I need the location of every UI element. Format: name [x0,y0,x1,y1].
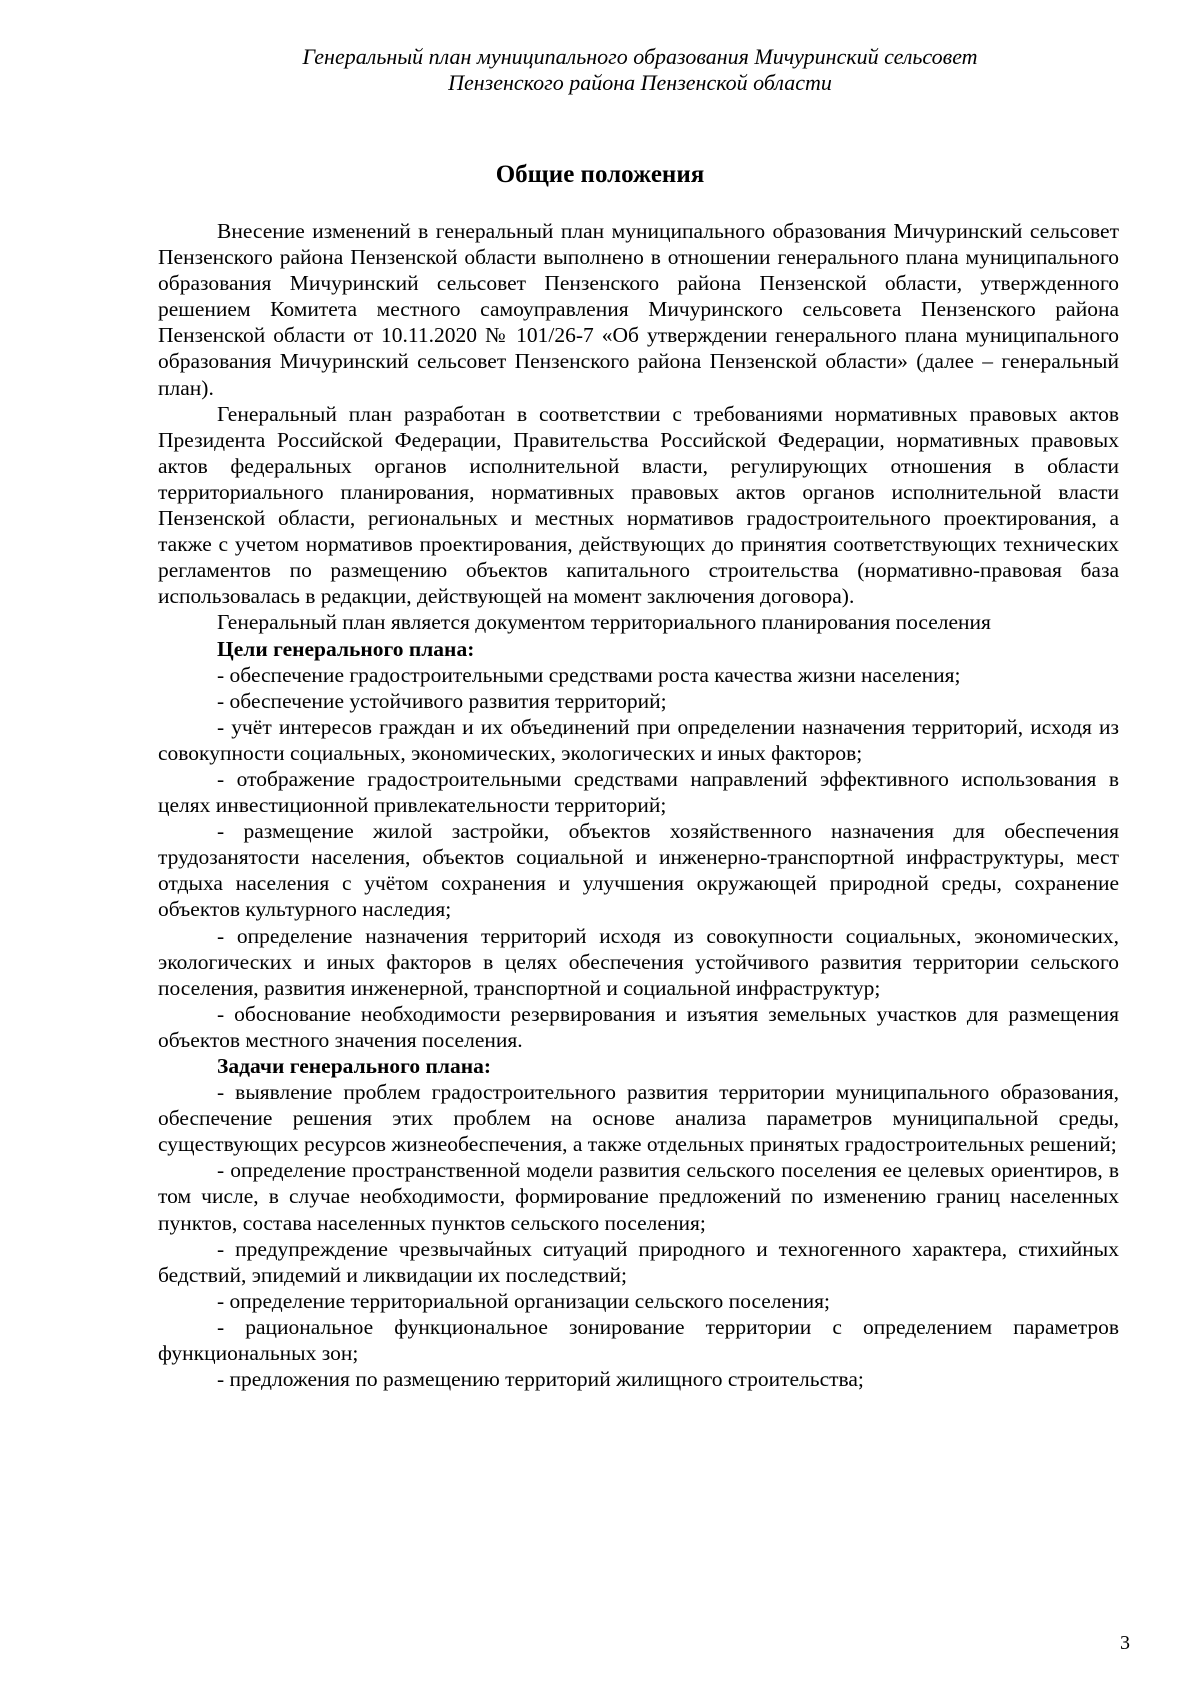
goals-item: - отображение градостроительными средствами направлений эффективного использования в целях инвестиционной привлекательности территорий; [158,766,1119,818]
tasks-item: - определение пространственной модели развития сельского поселения ее целевых ориентиров, в том числе, в случае необходимости, формирование предложений по изменению границ населенных пунктов, состава населенных пунктов сельского поселения; [158,1158,1119,1235]
goals-item: - обеспечение градостроительными средствами роста качества жизни населения; [217,662,961,687]
tasks-heading: Задачи генерального плана: [217,1054,492,1078]
tasks-item: - предложения по размещению территорий жилищного строительства; [217,1367,864,1392]
goals-item: - определение назначения территорий исходя из совокупности социальных, экономических, экологических и иных факторов в целях обеспечения устойчивого развития территории сельского поселения, развития инженерной, транспортной и социальной инфраструктур; [158,923,1119,1000]
goals-item: - обоснование необходимости резервирования и изъятия земельных участков для размещения объектов местного значения поселения. [158,1001,1119,1052]
header-line-2: Пензенского района Пензенской области [448,70,832,95]
goals-heading: Цели генерального плана: [217,636,475,661]
tasks-item: - определение территориальной организации сельского поселения; [217,1288,830,1313]
paragraph-basis: Генеральный план разработан в соответствии с требованиями нормативных правовых актов Президента Российской Федерации, Правительства Российской Федерации, нормативных правовых актов федеральных органов исполнительной власти, регулирующих отношения в области территориального планирования, нормативных правовых актов органов исполнительной власти Пензенской области, региональных и местных нормативов градостроительного проектирования, а также с учетом нормативов проектирования, действующих до принятия соответствующих технических регламентов по размещению объектов капитального строительства (нормативно-правовая база использовалась в редакции, действующей на момент заключения договора). [158,401,1119,609]
tasks-item: - выявление проблем градостроительного развития территории муниципального образования, обеспечение решения этих проблем на основе анализа параметров муниципальной среды, существующих ресурсов жизнеобеспечения, а также отдельных принятых градостроительных решений; [158,1080,1119,1157]
header-line-1: Генеральный план муниципального образования Мичуринский сельсовет [302,44,978,69]
document-body [158,218,1119,1392]
paragraph-definition: Генеральный план является документом территориального планирования поселения [217,610,991,635]
section-title: Общие положения [495,161,705,188]
running-header [0,44,1200,96]
goals-item: - учёт интересов граждан и их объединений при определении назначения территорий, исходя из совокупности социальных, экономических, экологических и иных факторов; [158,714,1119,765]
goals-item: - обеспечение устойчивого развития территорий; [217,688,667,713]
tasks-item: - рациональное функциональное зонирование территории с определением параметров функциональных зон; [158,1314,1119,1366]
page-number: 3 [1120,1632,1130,1654]
tasks-item: - предупреждение чрезвычайных ситуаций природного и техногенного характера, стихийных бедствий, эпидемий и ликвидации их последствий; [158,1236,1119,1287]
paragraph-intro: Внесение изменений в генеральный план муниципального образования Мичуринский сельсовет Пензенского района Пензенской области выполнено в отношении генерального плана муниципального образования Мичуринский сельсовет Пензенского района Пензенской области, утвержденного решением Комитета местного самоуправления Мичуринского сельсовета Пензенского района Пензенской области от 10.11.2020 № 101/26-7 «Об утверждении генерального плана муниципального образования Мичуринский сельсовет Пензенского района Пензенской области» (далее – генеральный план). [158,219,1119,400]
goals-item: - размещение жилой застройки, объектов хозяйственного назначения для обеспечения трудозанятости населения, объектов социальной и инженерно-транспортной инфраструктуры, мест отдыха населения с учётом сохранения и улучшения окружающей природной среды, сохранение объектов культурного наследия; [158,819,1119,922]
